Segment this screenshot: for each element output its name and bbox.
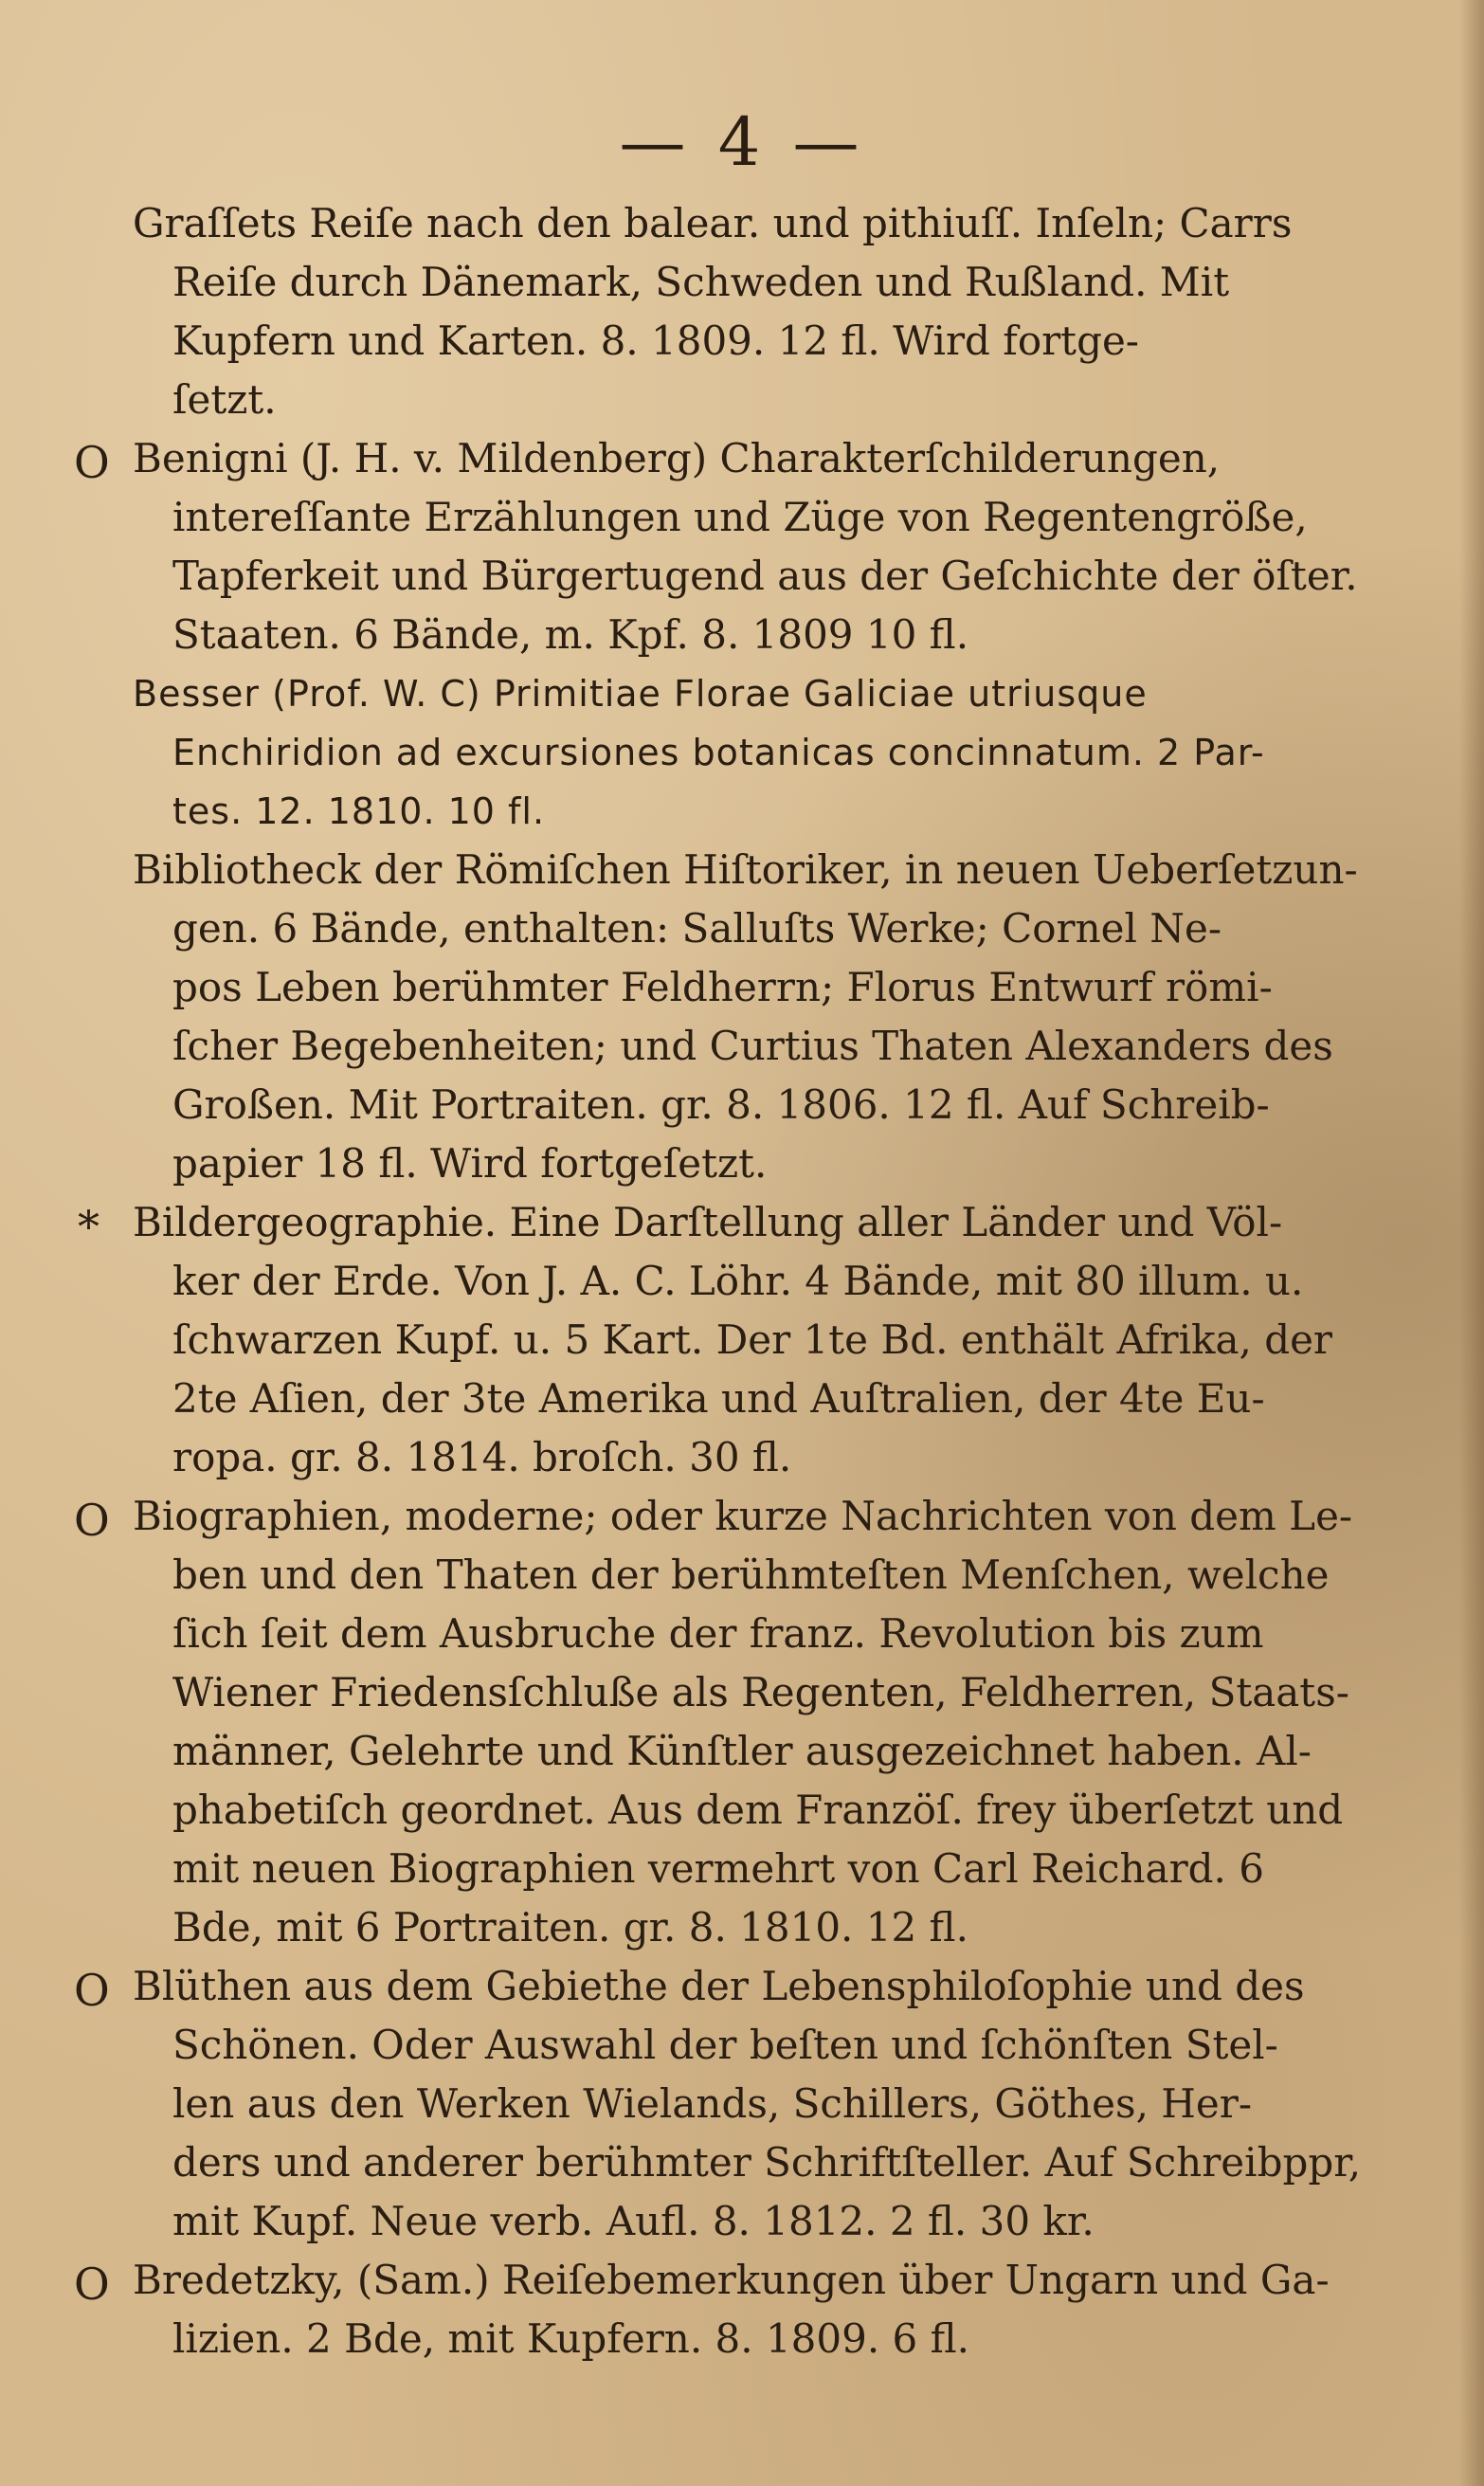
entry-line: mit Kupf. Neue verb. Aufl. 8. 1812. 2 fl. 30 kr. — [172, 2198, 1095, 2244]
entry-line: ben und den Thaten der berühmteſten Menſchen, welche — [172, 1551, 1330, 1598]
entry-line: Enchiridion ad excursiones botanicas concinnatum. 2 Par- — [172, 732, 1265, 773]
entry-line: Bildergeographie. Eine Darſtellung aller Länder und Völ- — [133, 1199, 1283, 1245]
circle-marker-icon: O — [74, 1495, 110, 1546]
entry-line: phabetiſch geordnet. Aus dem Franzöſ. frey überſetzt und — [172, 1787, 1344, 1833]
entry-line: männer, Gelehrte und Künſtler ausgezeichnet haben. Al- — [172, 1728, 1312, 1774]
entry-line: ders und anderer berühmter Schriftſteller. Auf Schreibppr, — [172, 2139, 1362, 2186]
entry-line: Wiener Friedensſchluße als Regenten, Feldherren, Staats- — [172, 1669, 1349, 1715]
entry-line: ker der Erde. Von J. A. C. Löhr. 4 Bände, mit 80 illum. u. — [172, 1258, 1304, 1304]
entry-line: ropa. gr. 8. 1814. broſch. 30 fl. — [172, 1434, 792, 1480]
entry-line: ſetzt. — [172, 376, 277, 423]
entry-line: papier 18 fl. Wird fortgeſetzt. — [172, 1140, 768, 1187]
entry-line: Blüthen aus dem Gebiethe der Lebensphiloſophie und des — [133, 1963, 1305, 2009]
entry-line: Großen. Mit Portraiten. gr. 8. 1806. 12 fl. Auf Schreib- — [172, 1081, 1270, 1128]
entry-line: Bredetzky, (Sam.) Reiſebemerkungen über Ungarn und Ga- — [133, 2257, 1330, 2303]
entry-line: Graſſets Reiſe nach den balear. und pithiuſſ. Inſeln; Carrs — [133, 200, 1293, 246]
entry-line: Besser (Prof. W. C) Primitiae Florae Galiciae utriusque — [133, 673, 1148, 715]
entry-line: gen. 6 Bände, enthalten: Salluſts Werke; Cornel Ne- — [172, 905, 1222, 952]
catalog-entry-biographien — [74, 1487, 1384, 1957]
entry-line: Bde, mit 6 Portraiten. gr. 8. 1810. 12 fl. — [172, 1904, 968, 1951]
entry-line: Kupfern und Karten. 8. 1809. 12 fl. Wird fortge- — [172, 318, 1139, 364]
circle-marker-icon: O — [74, 1965, 110, 2016]
entry-line: 2te Aſien, der 3te Amerika und Auſtralien, der 4te Eu- — [172, 1375, 1265, 1422]
entry-line: len aus den Werken Wielands, Schillers, Göthes, Her- — [172, 2080, 1253, 2127]
catalog-entry-bibliotheck — [133, 841, 1384, 1193]
circle-marker-icon: O — [74, 2259, 110, 2310]
catalog-entry-bildergeographie — [78, 1193, 1384, 1487]
entry-line: ſchwarzen Kupf. u. 5 Kart. Der 1te Bd. enthält Afrika, der — [172, 1316, 1333, 1363]
catalog-entry-bluethen — [74, 1957, 1384, 2251]
entry-line: Tapferkeit und Bürgertugend aus der Geſchichte der öſter. — [172, 553, 1358, 599]
entry-line: Bibliotheck der Römiſchen Hiſtoriker, in neuen Ueberſetzun- — [133, 846, 1358, 893]
page-number: — 4 — — [619, 103, 865, 181]
entry-line: tes. 12. 1810. 10 fl. — [172, 790, 546, 832]
entry-line: Staaten. 6 Bände, m. Kpf. 8. 1809 10 fl. — [172, 611, 969, 658]
catalog-entry-besser — [133, 664, 1384, 841]
catalog-entry-benigni — [74, 429, 1384, 664]
entry-line: Biographien, moderne; oder kurze Nachrichten von dem Le- — [133, 1493, 1353, 1539]
entry-line: intereſſante Erzählungen und Züge von Regentengröße, — [172, 494, 1308, 540]
page-edge-shadow — [1459, 0, 1484, 2486]
entry-line: Benigni (J. H. v. Mildenberg) Charakterſchilderungen, — [133, 435, 1221, 481]
entry-line: pos Leben berühmter Feldherrn; Florus Entwurf römi- — [172, 964, 1273, 1010]
entry-line: Reiſe durch Dänemark, Schweden und Rußland. Mit — [172, 259, 1230, 305]
entry-line: ſich ſeit dem Ausbruche der franz. Revolution bis zum — [172, 1610, 1264, 1657]
circle-marker-icon: O — [74, 437, 110, 488]
entry-line: mit neuen Biographien vermehrt von Carl Reichard. 6 — [172, 1845, 1264, 1892]
entry-line: ſcher Begebenheiten; und Curtius Thaten Alexanders des — [172, 1023, 1333, 1069]
catalog-entry-grassets — [133, 194, 1384, 429]
entry-line: lizien. 2 Bde, mit Kupfern. 8. 1809. 6 fl. — [172, 2315, 969, 2362]
catalog-listing — [74, 194, 1384, 2368]
asterisk-marker-icon: * — [78, 1201, 100, 1252]
entry-line: Schönen. Oder Auswahl der beſten und ſchönſten Stel- — [172, 2022, 1278, 2068]
catalog-entry-bredetzky — [74, 2251, 1384, 2368]
